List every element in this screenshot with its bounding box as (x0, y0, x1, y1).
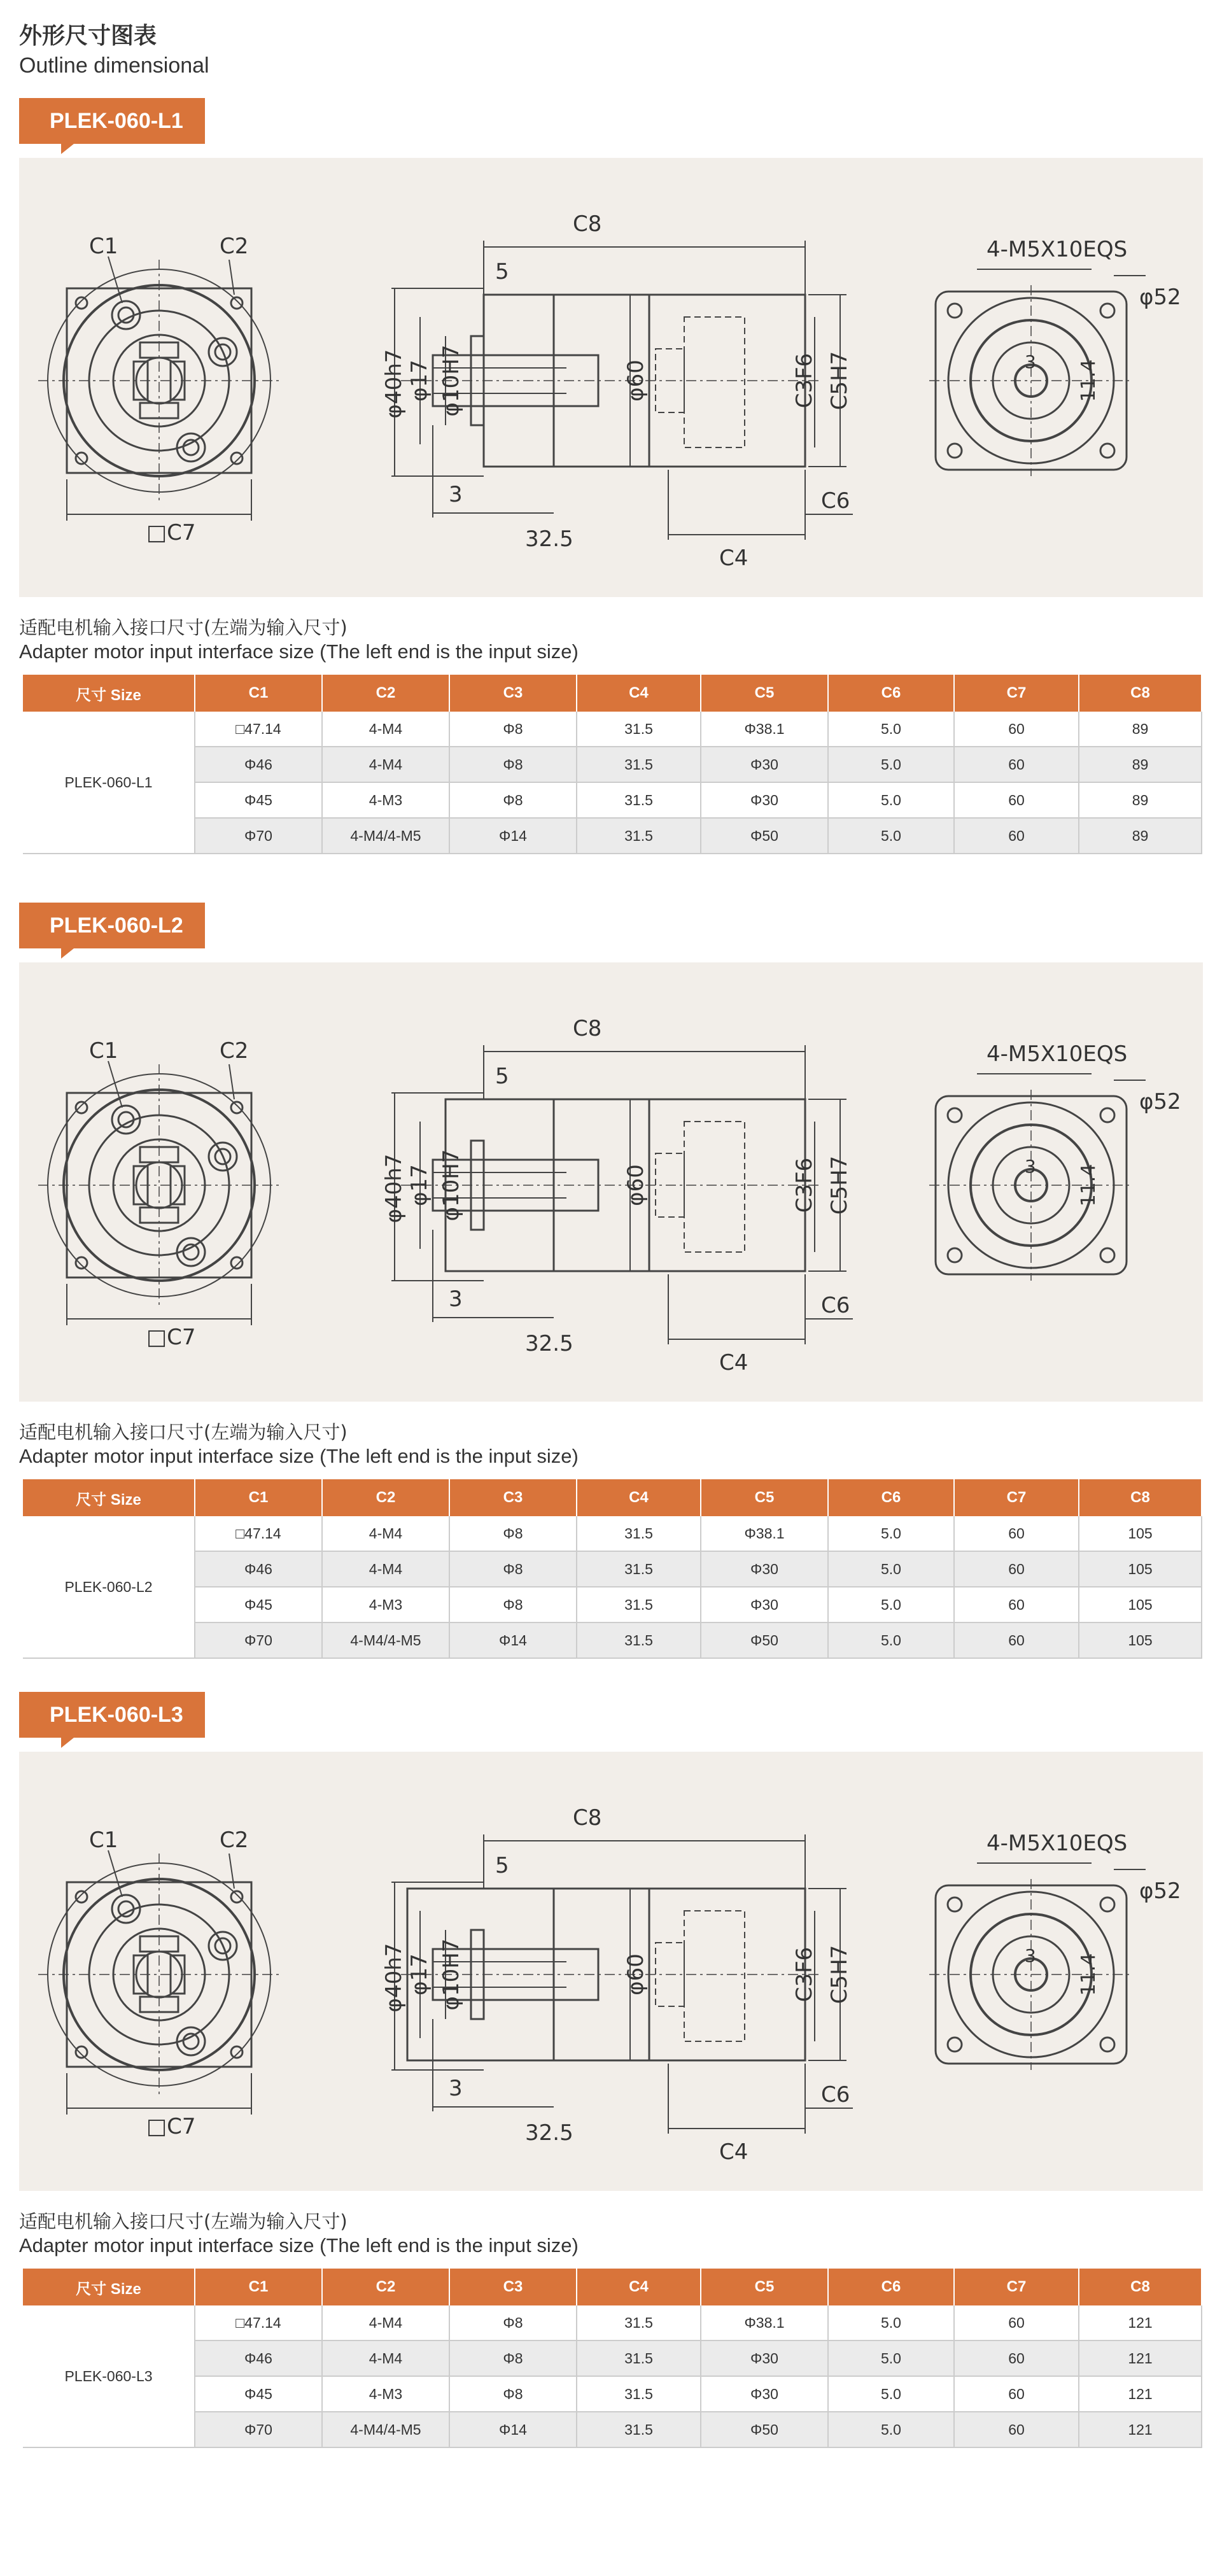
page-title-cn: 外形尺寸图表 (19, 23, 157, 49)
label-c6: C6 (821, 2082, 850, 2108)
col-header-c1: C1 (195, 1479, 322, 1516)
label-c6: C6 (821, 488, 850, 514)
table-cell: Φ46 (195, 1551, 322, 1587)
label-d52: φ52 (1139, 1089, 1181, 1115)
label-c2: C2 (220, 1827, 249, 1853)
size-cell: PLEK-060-L1 (23, 712, 195, 854)
label-c1: C1 (89, 1038, 118, 1064)
table-cell: Φ46 (195, 2340, 322, 2376)
table-cell: 31.5 (577, 1551, 701, 1587)
label-d40: φ40h7 (381, 1943, 407, 2013)
table-cell: Φ38.1 (701, 2305, 828, 2340)
label-c4: C4 (719, 545, 748, 571)
table-cell: Φ8 (449, 1516, 577, 1551)
table-cell: 4-M4 (322, 747, 449, 782)
label-d10: φ10H7 (439, 1938, 464, 2011)
table-cell: Φ14 (449, 1622, 577, 1658)
table-row (23, 712, 1202, 747)
model-tag (19, 903, 205, 948)
label-c7: □C7 (146, 2114, 196, 2139)
col-header-c1: C1 (195, 2269, 322, 2305)
label-32-5: 32.5 (525, 2120, 573, 2146)
table-cell: 105 (1079, 1622, 1202, 1658)
col-header-c5: C5 (701, 1479, 828, 1516)
label-c7: □C7 (146, 1325, 196, 1350)
outline-drawing (19, 158, 1203, 597)
label-d60: φ60 (623, 360, 649, 402)
table-cell: Φ14 (449, 2412, 577, 2447)
table-cell: Φ30 (701, 2340, 828, 2376)
label-c3: C3F6 (792, 1946, 817, 2002)
label-5: 5 (495, 1853, 509, 1878)
table-cell: 121 (1079, 2340, 1202, 2376)
table-cell: 4-M4/4-M5 (322, 1622, 449, 1658)
table-cell: Φ30 (701, 2376, 828, 2412)
label-m5: 4-M5X10EQS (987, 1831, 1128, 1856)
table-row (23, 818, 1202, 854)
label-c1: C1 (89, 1827, 118, 1853)
table-cell: Φ45 (195, 1587, 322, 1622)
label-m5: 4-M5X10EQS (987, 237, 1128, 262)
table-cell: Φ30 (701, 1587, 828, 1622)
table-cell: Φ8 (449, 782, 577, 818)
label-3: 3 (449, 482, 463, 507)
table-cell: 4-M4 (322, 712, 449, 747)
table-cell: Φ8 (449, 1551, 577, 1587)
col-header-c4: C4 (577, 675, 701, 712)
label-c2: C2 (220, 1038, 249, 1064)
col-header-c6: C6 (828, 2269, 954, 2305)
label-c4: C4 (719, 2139, 748, 2165)
table-cell: 105 (1079, 1516, 1202, 1551)
col-header-c6: C6 (828, 1479, 954, 1516)
table-cell: 31.5 (577, 1516, 701, 1551)
table-cell: Φ70 (195, 2412, 322, 2447)
label-32-5: 32.5 (525, 1331, 573, 1356)
col-header-c1: C1 (195, 675, 322, 712)
table-cell: Φ30 (701, 747, 828, 782)
table-cell: 31.5 (577, 2340, 701, 2376)
table-cell: 5.0 (828, 1587, 954, 1622)
table-cell: 31.5 (577, 782, 701, 818)
table-caption-en: Adapter motor input interface size (The left end is the input size) (19, 640, 579, 663)
table-cell: 31.5 (577, 2305, 701, 2340)
table-cell: 4-M4 (322, 2305, 449, 2340)
col-header-c7: C7 (954, 2269, 1079, 2305)
table-cell: 60 (954, 1587, 1079, 1622)
col-header-c2: C2 (322, 2269, 449, 2305)
table-cell: 121 (1079, 2412, 1202, 2447)
output-flange-view (929, 1074, 1146, 1281)
table-cell: 60 (954, 1622, 1079, 1658)
table-cell: 4-M4/4-M5 (322, 2412, 449, 2447)
table-cell: 60 (954, 712, 1079, 747)
label-c7: □C7 (146, 520, 196, 545)
table-cell: Φ70 (195, 818, 322, 854)
table-cell: Φ8 (449, 712, 577, 747)
table-cell: 4-M4 (322, 2340, 449, 2376)
table-cell: 31.5 (577, 712, 701, 747)
col-header-c5: C5 (701, 2269, 828, 2305)
table-cell: 5.0 (828, 2376, 954, 2412)
table-caption-cn: 适配电机输入接口尺寸(左端为输入尺寸) (19, 2211, 348, 2232)
table-cell: 60 (954, 2412, 1079, 2447)
spec-table (23, 2269, 1202, 2448)
table-cell: 60 (954, 818, 1079, 854)
label-11-4: 11.4 (1078, 359, 1100, 402)
col-header-c5: C5 (701, 675, 828, 712)
table-cell: 5.0 (828, 2305, 954, 2340)
drawing-panel (19, 1752, 1203, 2191)
table-cell: 121 (1079, 2376, 1202, 2412)
table-cell: 5.0 (828, 1551, 954, 1587)
col-header-c4: C4 (577, 1479, 701, 1516)
label-c6: C6 (821, 1293, 850, 1318)
col-header-c8: C8 (1079, 1479, 1202, 1516)
col-header-c4: C4 (577, 2269, 701, 2305)
table-cell: 105 (1079, 1587, 1202, 1622)
label-c5: C5H7 (827, 1155, 852, 1215)
table-cell: 89 (1079, 712, 1202, 747)
table-caption-en: Adapter motor input interface size (The left end is the input size) (19, 2234, 579, 2256)
label-d60: φ60 (623, 1164, 649, 1206)
label-c3: C3F6 (792, 1157, 817, 1213)
table-row (23, 1516, 1202, 1551)
input-flange-view (38, 1061, 280, 1325)
label-11-4: 11.4 (1078, 1164, 1100, 1207)
model-tag-label: PLEK-060-L2 (50, 913, 183, 938)
label-d52: φ52 (1139, 1878, 1181, 1904)
table-cell: □47.14 (195, 1516, 322, 1551)
col-header-c6: C6 (828, 675, 954, 712)
table-cell: 60 (954, 2340, 1079, 2376)
output-flange-view (929, 269, 1146, 476)
table-cell: Φ8 (449, 747, 577, 782)
col-header-c2: C2 (322, 675, 449, 712)
label-d40: φ40h7 (381, 349, 407, 419)
model-tag (19, 98, 205, 144)
label-d10: φ10H7 (439, 344, 464, 417)
table-row (23, 2305, 1202, 2340)
table-cell: 60 (954, 2376, 1079, 2412)
table-cell: 4-M3 (322, 2376, 449, 2412)
table-cell: 60 (954, 747, 1079, 782)
table-cell: Φ70 (195, 1622, 322, 1658)
table-cell: 5.0 (828, 712, 954, 747)
table-caption-en: Adapter motor input interface size (The left end is the input size) (19, 1445, 579, 1467)
label-c5: C5H7 (827, 351, 852, 411)
table-cell: Φ8 (449, 2340, 577, 2376)
table-cell: Φ50 (701, 818, 828, 854)
table-cell: Φ38.1 (701, 712, 828, 747)
table-cell: 4-M4/4-M5 (322, 818, 449, 854)
col-header-size: 尺寸 Size (23, 675, 195, 712)
product-section-2 (0, 903, 1222, 1692)
label-d17: φ17 (407, 1164, 432, 1206)
drawing-panel (19, 158, 1203, 597)
label-3: 3 (449, 2076, 463, 2101)
col-header-c3: C3 (449, 1479, 577, 1516)
table-row (23, 1587, 1202, 1622)
table-cell: 60 (954, 782, 1079, 818)
label-5: 5 (495, 1064, 509, 1089)
product-section-1 (0, 98, 1222, 887)
table-cell: 5.0 (828, 1622, 954, 1658)
outline-drawing (19, 962, 1203, 1402)
table-cell: □47.14 (195, 2305, 322, 2340)
table-cell: 4-M4 (322, 1551, 449, 1587)
table-cell: 5.0 (828, 747, 954, 782)
label-c8: C8 (573, 1805, 602, 1831)
table-row (23, 747, 1202, 782)
label-d40: φ40h7 (381, 1153, 407, 1223)
table-caption-cn: 适配电机输入接口尺寸(左端为输入尺寸) (19, 617, 348, 638)
table-cell: 5.0 (828, 782, 954, 818)
table-row (23, 2412, 1202, 2447)
label-5: 5 (495, 259, 509, 285)
col-header-c3: C3 (449, 675, 577, 712)
label-key-3: 3 (1025, 1945, 1036, 1966)
col-header-c2: C2 (322, 1479, 449, 1516)
model-tag-label: PLEK-060-L1 (50, 109, 183, 133)
label-key-3: 3 (1025, 351, 1036, 372)
label-32-5: 32.5 (525, 526, 573, 552)
table-cell: 5.0 (828, 1516, 954, 1551)
table-cell: Φ30 (701, 1551, 828, 1587)
label-m5: 4-M5X10EQS (987, 1041, 1128, 1067)
table-cell: Φ38.1 (701, 1516, 828, 1551)
table-cell: 105 (1079, 1551, 1202, 1587)
label-key-3: 3 (1025, 1156, 1036, 1177)
label-c4: C4 (719, 1350, 748, 1376)
table-cell: 31.5 (577, 2412, 701, 2447)
table-caption-cn: 适配电机输入接口尺寸(左端为输入尺寸) (19, 1421, 348, 1443)
table-cell: 121 (1079, 2305, 1202, 2340)
table-cell: 89 (1079, 747, 1202, 782)
outline-drawing (19, 1752, 1203, 2191)
table-cell: 60 (954, 1516, 1079, 1551)
table-cell: 31.5 (577, 1587, 701, 1622)
table-cell: 89 (1079, 782, 1202, 818)
table-cell: 4-M4 (322, 1516, 449, 1551)
col-header-c7: C7 (954, 1479, 1079, 1516)
table-cell: 31.5 (577, 1622, 701, 1658)
table-cell: 5.0 (828, 818, 954, 854)
table-cell: 4-M3 (322, 1587, 449, 1622)
table-cell: Φ8 (449, 2376, 577, 2412)
label-c8: C8 (573, 211, 602, 237)
size-cell: PLEK-060-L3 (23, 2305, 195, 2447)
table-cell: Φ50 (701, 1622, 828, 1658)
table-cell: 5.0 (828, 2412, 954, 2447)
table-row (23, 2340, 1202, 2376)
table-cell: 60 (954, 1551, 1079, 1587)
table-cell: Φ45 (195, 2376, 322, 2412)
spec-table (23, 675, 1202, 854)
col-header-size: 尺寸 Size (23, 1479, 195, 1516)
table-cell: Φ45 (195, 782, 322, 818)
label-11-4: 11.4 (1078, 1953, 1100, 1996)
table-cell: Φ50 (701, 2412, 828, 2447)
input-flange-view (38, 257, 280, 521)
table-cell: 89 (1079, 818, 1202, 854)
label-d10: φ10H7 (439, 1149, 464, 1221)
label-c5: C5H7 (827, 1945, 852, 2004)
table-row (23, 1622, 1202, 1658)
label-d17: φ17 (407, 360, 432, 402)
table-cell: 5.0 (828, 2340, 954, 2376)
col-header-c8: C8 (1079, 2269, 1202, 2305)
table-cell: Φ8 (449, 2305, 577, 2340)
table-cell: Φ14 (449, 818, 577, 854)
table-row (23, 2376, 1202, 2412)
col-header-size: 尺寸 Size (23, 2269, 195, 2305)
table-row (23, 1551, 1202, 1587)
label-d17: φ17 (407, 1953, 432, 1995)
output-flange-view (929, 1863, 1146, 2070)
product-section-3 (0, 1692, 1222, 2481)
label-c8: C8 (573, 1016, 602, 1041)
label-3: 3 (449, 1286, 463, 1312)
drawing-panel (19, 962, 1203, 1402)
table-cell: Φ30 (701, 782, 828, 818)
label-c3: C3F6 (792, 353, 817, 409)
page-title-en: Outline dimensional (19, 53, 209, 78)
table-cell: 31.5 (577, 2376, 701, 2412)
col-header-c3: C3 (449, 2269, 577, 2305)
table-cell: Φ8 (449, 1587, 577, 1622)
table-cell: Φ46 (195, 747, 322, 782)
col-header-c7: C7 (954, 675, 1079, 712)
model-tag-label: PLEK-060-L3 (50, 1703, 183, 1727)
label-c2: C2 (220, 234, 249, 259)
model-tag (19, 1692, 205, 1738)
table-cell: 60 (954, 2305, 1079, 2340)
table-cell: 31.5 (577, 818, 701, 854)
table-cell: □47.14 (195, 712, 322, 747)
label-c1: C1 (89, 234, 118, 259)
spec-table (23, 1479, 1202, 1659)
input-flange-view (38, 1850, 280, 2115)
label-d52: φ52 (1139, 285, 1181, 310)
table-cell: 31.5 (577, 747, 701, 782)
label-d60: φ60 (623, 1953, 649, 1995)
size-cell: PLEK-060-L2 (23, 1516, 195, 1658)
table-cell: 4-M3 (322, 782, 449, 818)
table-row (23, 782, 1202, 818)
col-header-c8: C8 (1079, 675, 1202, 712)
